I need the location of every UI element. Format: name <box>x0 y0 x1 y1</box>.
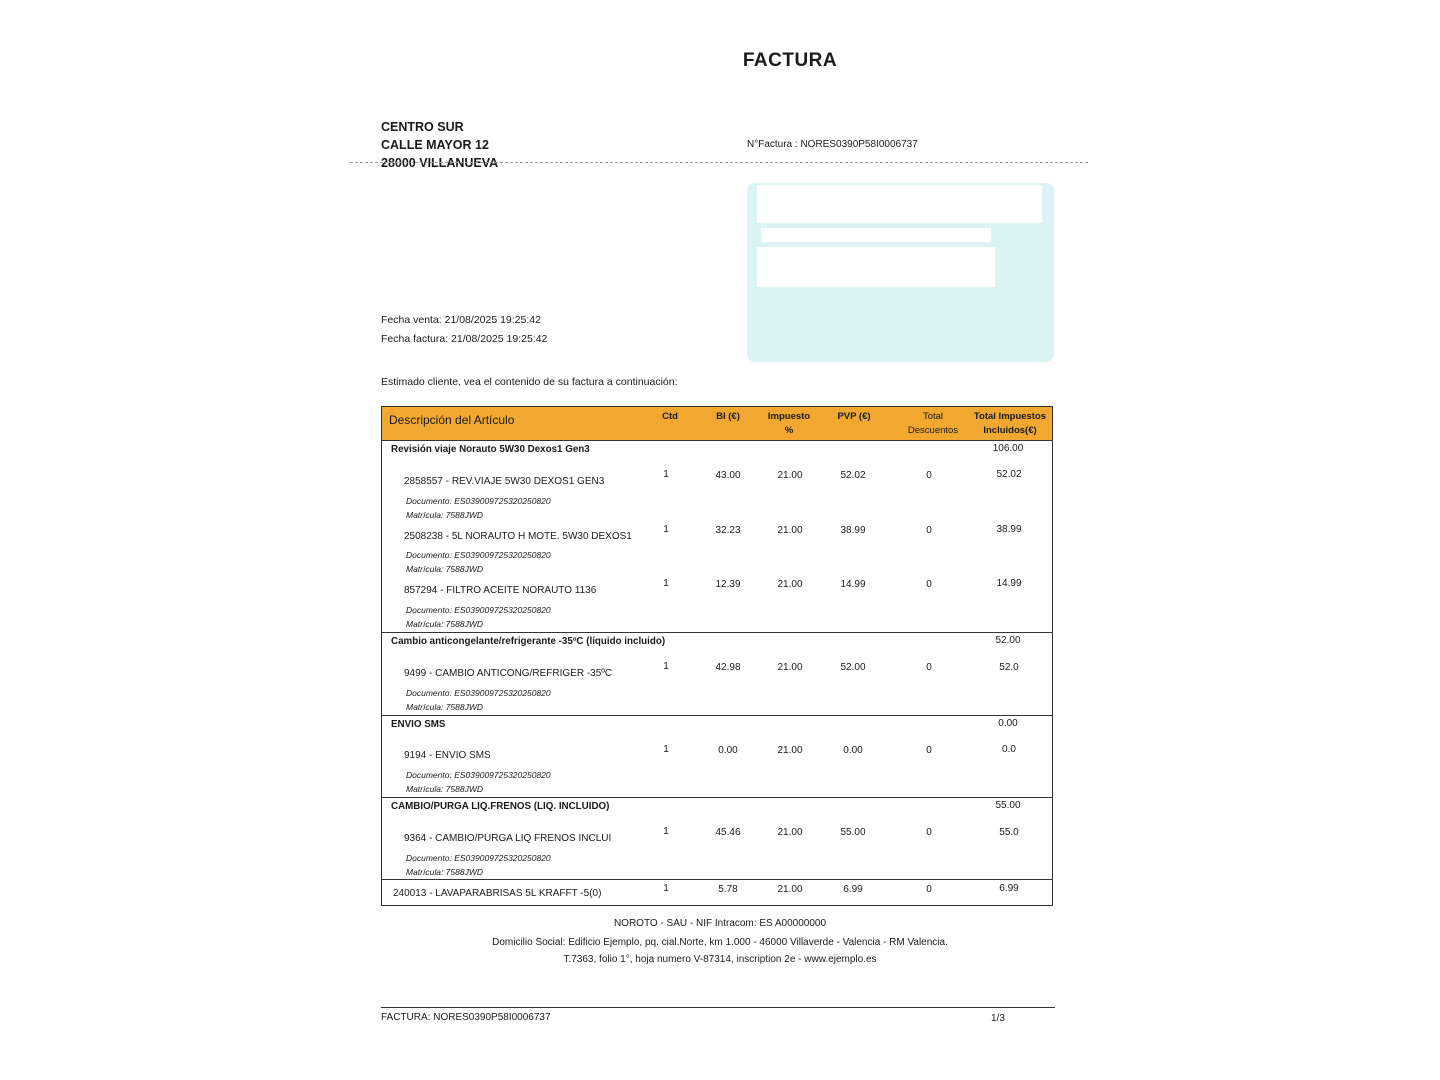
item-document: Documento: ES039009725320250820 <box>406 688 551 698</box>
invoice-date: Fecha factura: 21/08/2025 19:25:42 <box>381 333 548 345</box>
items-table <box>381 406 1053 906</box>
item-discount: 0 <box>926 827 932 838</box>
store-name: CENTRO SUR <box>381 120 464 134</box>
item-discount: 0 <box>926 662 932 673</box>
item-tax: 21.00 <box>777 525 803 536</box>
group-separator <box>382 879 1052 880</box>
item-qty: 1 <box>663 661 669 672</box>
item-tax: 21.00 <box>777 470 803 481</box>
invoice-dates <box>381 311 547 349</box>
item-tax: 21.00 <box>777 662 803 673</box>
company-footer <box>0 915 1440 968</box>
item-pvp: 52.00 <box>840 662 866 673</box>
header-description: Descripción del Artículo <box>389 413 515 427</box>
item-qty: 1 <box>663 524 669 535</box>
store-address <box>381 118 498 172</box>
header-qty: Ctd <box>662 411 678 422</box>
redaction-bar <box>761 228 991 242</box>
item-bi: 45.46 <box>715 827 741 838</box>
header-discounts: Total Descuentos <box>907 411 959 436</box>
item-bi: 5.78 <box>718 884 738 895</box>
item-bi: 43.00 <box>715 470 741 481</box>
item-bi: 12.39 <box>715 579 741 590</box>
item-qty: 1 <box>663 826 669 837</box>
group-separator <box>382 715 1052 716</box>
item-bi: 32.23 <box>715 525 741 536</box>
item-name: 857294 - FILTRO ACEITE NORAUTO 1136 <box>404 585 597 596</box>
item-total: 6.99 <box>999 883 1019 894</box>
item-total: 14.99 <box>996 578 1022 589</box>
company-registry: T.7363, folio 1°, hoja numero V-87314, inscription 2e - www.ejemplo.es <box>563 954 877 965</box>
item-name: 2858557 - REV.VIAJE 5W30 DEXOS1 GEN3 <box>404 476 605 487</box>
item-name: 9364 - CAMBIO/PURGA LIQ FRENOS INCLUI <box>404 833 612 844</box>
item-pvp: 55.00 <box>840 827 866 838</box>
item-name: 2508238 - 5L NORAUTO H MOTE. 5W30 DEXOS1 <box>404 531 632 542</box>
item-plate: Matrícula: 7588JWD <box>406 784 483 794</box>
item-bi: 42.98 <box>715 662 741 673</box>
item-plate: Matrícula: 7588JWD <box>406 702 483 712</box>
item-discount: 0 <box>926 579 932 590</box>
item-qty: 1 <box>663 883 669 894</box>
item-total: 55.0 <box>999 827 1019 838</box>
group-name: Revisión viaje Norauto 5W30 Dexos1 Gen3 <box>391 444 590 455</box>
item-plate: Matrícula: 7588JWD <box>406 564 483 574</box>
item-tax: 21.00 <box>777 579 803 590</box>
group-separator <box>382 797 1052 798</box>
redaction-bar <box>757 185 1042 223</box>
item-qty: 1 <box>663 578 669 589</box>
group-total: 52.00 <box>995 635 1021 646</box>
item-qty: 1 <box>663 744 669 755</box>
group-total: 106.00 <box>992 443 1024 454</box>
bottom-divider <box>381 1007 1055 1008</box>
invoice-number: N°Factura : NORES0390P58I0006737 <box>747 139 918 150</box>
item-discount: 0 <box>926 745 932 756</box>
group-name: Cambio anticongelante/refrigerante -35ºC (líquido incluido) <box>391 636 666 647</box>
sale-date: Fecha venta: 21/08/2025 19:25:42 <box>381 314 541 326</box>
group-total: 0.00 <box>998 718 1018 729</box>
item-name: 9194 - ENVIO SMS <box>404 750 491 761</box>
item-total: 38.99 <box>996 524 1022 535</box>
item-plate: Matrícula: 7588JWD <box>406 510 483 520</box>
item-pvp: 14.99 <box>840 579 866 590</box>
item-bi: 0.00 <box>718 745 738 756</box>
item-discount: 0 <box>926 525 932 536</box>
table-header <box>382 407 1052 441</box>
item-name: 240013 - LAVAPARABRISAS 5L KRAFFT -5(0) <box>393 888 602 899</box>
store-street: CALLE MAYOR 12 <box>381 138 489 152</box>
intro-text: Estimado cliente, vea el contenido de su factura a continuación: <box>381 376 678 388</box>
page-number: 1/3 <box>991 1013 1005 1024</box>
item-discount: 0 <box>926 884 932 895</box>
header-bi: BI (€) <box>716 411 740 422</box>
item-pvp: 38.99 <box>840 525 866 536</box>
item-total: 52.02 <box>996 469 1022 480</box>
item-tax: 21.00 <box>777 827 803 838</box>
company-address: Domicilio Social: Edificio Ejemplo, pq. cial.Norte, km 1.000 - 46000 Villaverde - Valencia - RM Valencia. <box>492 937 948 948</box>
header-tax: Impuesto % <box>767 411 811 436</box>
item-discount: 0 <box>926 470 932 481</box>
item-tax: 21.00 <box>777 745 803 756</box>
invoice-title: FACTURA <box>742 50 838 71</box>
item-document: Documento: ES039009725320250820 <box>406 550 551 560</box>
group-total: 55.00 <box>995 800 1021 811</box>
group-separator <box>382 632 1052 633</box>
item-tax: 21.00 <box>777 884 803 895</box>
group-name: CAMBIO/PURGA LIQ.FRENOS (LIQ. INCLUIDO) <box>391 801 610 812</box>
customer-box-redacted <box>747 183 1054 362</box>
store-city: 28000 VILLANUEVA <box>381 156 499 170</box>
bottom-invoice-ref: FACTURA: NORES0390P58I0006737 <box>381 1012 551 1023</box>
item-total: 52.0 <box>999 662 1019 673</box>
item-pvp: 52.02 <box>840 470 866 481</box>
item-plate: Matrícula: 7588JWD <box>406 619 483 629</box>
item-pvp: 6.99 <box>843 884 863 895</box>
item-qty: 1 <box>663 469 669 480</box>
item-name: 9499 - CAMBIO ANTICONG/REFRIGER -35ºC <box>404 668 613 679</box>
redaction-bar <box>757 247 995 287</box>
item-document: Documento: ES039009725320250820 <box>406 496 551 506</box>
header-divider <box>350 162 1088 163</box>
item-pvp: 0.00 <box>843 745 863 756</box>
item-plate: Matrícula: 7588JWD <box>406 867 483 877</box>
header-pvp: PVP (€) <box>837 411 871 422</box>
item-total: 0.0 <box>1002 744 1016 755</box>
company-id: NOROTO - SAU - NIF Intracom: ES A00000000 <box>613 918 827 929</box>
group-name: ENVIO SMS <box>391 719 446 730</box>
item-document: Documento: ES039009725320250820 <box>406 605 551 615</box>
item-document: Documento: ES039009725320250820 <box>406 770 551 780</box>
item-document: Documento: ES039009725320250820 <box>406 853 551 863</box>
header-total: Total Impuestos Incluidos(€) <box>973 411 1047 436</box>
